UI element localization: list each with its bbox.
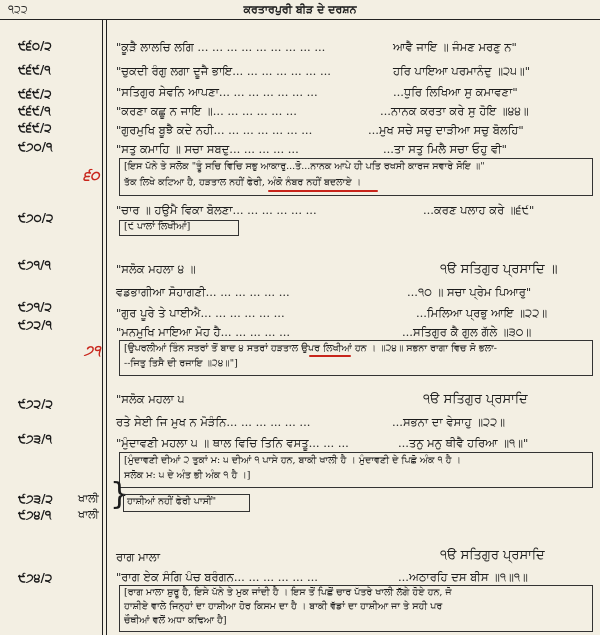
verse-line: "ਕਰਣਾ ਕਛੂ ਨ ਜਾਇ ॥... ... ... ... ... ... xyxy=(116,104,297,118)
handwritten-underline xyxy=(268,190,378,192)
verse-line: "ਮੁੰਦਾਵਣੀ ਮਹਲਾ ੫ ॥ ਥਾਲ ਵਿਚਿ ਤਿਨਿ ਵਸਤੂ... ... ... xyxy=(116,436,349,450)
ref-label: ੯੭੨/੧ xyxy=(18,318,52,332)
editorial-note: [੯ ਪਾਲਾਂ ਲਿਖੀਆਂ] xyxy=(124,221,191,232)
handwritten-underline xyxy=(309,355,351,357)
ref-label: ੯੭੧/੧ xyxy=(18,258,52,272)
brace-glyph: } xyxy=(110,477,130,512)
ref-label: ੯੬੯/੧ xyxy=(18,63,51,77)
handwritten-annotation: ੭੧ xyxy=(84,343,101,359)
verse-line-end: ...ਸਤਿਗੁਰ ਕੈ ਗੁਲ ਗੱਲੇ ॥੩੦॥ xyxy=(402,325,532,339)
ref-label: ੯੭੩/੨ xyxy=(18,492,53,506)
verse-line-end: ...ਅਠਾਰਹਿ ਦਸ ਬੀਸ ॥੧॥੧॥ xyxy=(398,570,528,584)
editorial-note: [ਉਪਰਲੀਆਂ ਤਿੰਨ ਸਤਰਾਂ ਤੋਂ ਬਾਦ ੪ ਸਤਰਾਂ ਹੜਤਾਲ ਉਪਰ ਲਿਖੀਆਂ ਹਨ । ॥੨੪॥ ਸਭਨਾ ਰਾਗਾ ਵਿਚ ਸੋ ਭਲਾ- xyxy=(124,343,497,354)
editorial-note: [ਇਸ ਪੱਨੇ ਤੇ ਸਲੋਕ "ਤੂੰ ਸਚਿ ਵਿਚਿ ਸਭੁ ਆਕਾਰੁ...ਤੋ...ਨਾਨਕ ਆਪੇ ਹੀ ਪਤਿ ਰਖਸੀ ਕਾਰਜ ਸਵਾਰੇ ਸੋਇ ॥" xyxy=(124,161,485,172)
section-heading: "ਸਲੋਕ ਮਹਲਾ ੪ ॥ xyxy=(116,262,196,276)
ref-label: ੯੬੯/੨ xyxy=(18,87,52,101)
editorial-note: --ਜਿਤੁ ਤਿਸੈ ਦੀ ਰਜਾਇ ॥੨੪॥"] xyxy=(124,358,238,369)
editorial-note: [ਮੁੰਦਾਵਣੀ ਦੀਆਂ ੨ ਤੁਕਾਂ ਮ: ੫ ਦੀਆਂ ੧ ਪਾਸੇ ਹਨ, ਬਾਕੀ ਖਾਲੀ ਹੈ । ਮੁੰਦਾਵਣੀ ਦੇ ਪਿਛੋ ਅੰਕ ੧ ਹੈ । xyxy=(124,455,461,466)
section-invocation: ੧ੳ ਸਤਿਗੁਰ ਪ੍ਰਸਾਦਿ ॥ xyxy=(440,262,558,277)
verse-line-end: ਆਵੈ ਜਾਇ ॥ ਜੰਮਣ ਮਰਣੁ ਨ" xyxy=(393,40,517,54)
verse-line-end: ...ਤਨੁ ਮਨੁ ਥੀਵੈ ਹਰਿਆ ॥੧॥" xyxy=(398,436,529,450)
verse-line: "ਗੁਰ ਪੂਰੇ ਤੇ ਪਾਈਐ... ... ... ... ... ... xyxy=(116,306,285,320)
ref-label: ੯੭੦/੧ xyxy=(18,140,53,154)
editorial-note: ਸਲੋਕ ਮ: ੫ ਦੇ ਅੰਤ ਭੀ ਅੰਕ ੧ ਹੈ ।] xyxy=(124,470,251,481)
page-header-title: ਕਰਤਾਰਪੁਰੀ ਬੀੜ ਦੇ ਦਰਸ਼ਨ xyxy=(243,3,357,16)
header-rule xyxy=(0,19,600,20)
ref-label: ੯੬੦/੨ xyxy=(18,39,52,53)
margin-rule-right xyxy=(106,20,107,635)
ref-label: ੯੭੪/੧ xyxy=(18,508,52,522)
ref-label: ੯੭੧/੨ xyxy=(18,300,52,314)
ref-label: ੯੭੦/੨ xyxy=(18,211,54,225)
verse-line: "ਚਾਰ ॥ ਹਉਮੈ ਵਿਕਾ ਬੋਲਣਾ... ... ... ... ... ... xyxy=(116,203,317,217)
verse-line: ਰਤੇ ਸੇਈ ਜਿ ਮੁਖ ਨ ਮੋੜੰਨਿ... ... ... ... ... ... xyxy=(116,415,311,429)
verse-line-end: ...ਸਭਨਾ ਦਾ ਵੇਸਾਹੁ ॥੨੨॥ xyxy=(392,415,506,429)
verse-line-end: ...ਮੁਖ ਸਚੇ ਸਚੁ ਦਾੜੀਆ ਸਚੁ ਬੋਲਹਿ" xyxy=(368,123,524,137)
verse-line: "ਚੁਕਦੀ ਰੰਗੁ ਲਗਾ ਦੂਜੈ ਭਾਇ... ... ... ... ... ... ... xyxy=(116,64,331,78)
verse-line-end: ...ਤਾ ਸਤੁ ਮਿਲੈ ਸਚਾ ਓਹੁ ਵੀ" xyxy=(383,142,507,156)
blank-leaf-label: ਖਾਲੀ xyxy=(78,508,99,521)
editorial-note: [ਰਾਗ ਮਾਲਾ ਸ਼ੁਰੂ ਹੈ, ਇਸੇ ਪੱਨੇ ਤੇ ਮੁਕ ਜਾਂਦੀ ਹੈ । ਇਸ ਤੋਂ ਪਿਛੋਂ ਚਾਰ ਪੱਤਰੇ ਖਾਲੀ ਲੱਗੇ ਹੋਏ ਹਨ, ਜੋ xyxy=(124,587,452,598)
ref-label: ੯੬੯/੧ xyxy=(18,104,51,118)
ref-label: ੯੭੨/੨ xyxy=(18,397,53,411)
verse-line: "ਗੁਰਮੁਖਿ ਬੂਝੈ ਕਦੇ ਨਹੀ... ... ... ... ... ... ... xyxy=(116,123,313,137)
ref-label: ੯੭੪/੨ xyxy=(18,571,53,585)
verse-line: "ਰਾਗ ਏਕ ਸੰਗਿ ਪੰਚ ਬਰੰਗਨ... ... ... ... ... ... xyxy=(116,570,318,584)
blank-leaf-note: ਹਾਸ਼ੀਆਂ ਨਹੀਂ ਫੇਰੀ ਪਾਸੀਂ" xyxy=(127,496,217,507)
editorial-note: ਤੱਕ ਲਿਖੇ ਕਟਿਆ ਹੈ, ਹੜਤਾਲ ਨਹੀਂ ਫੇਰੀ, ਅੰਕੋ ਨੰਬਰ ਨਹੀਂ ਬਦਲਾਏ । xyxy=(124,177,362,188)
blank-leaf-label: ਖਾਲੀ xyxy=(78,492,99,505)
ref-label: ੯੬੯/੨ xyxy=(18,121,52,135)
verse-line-end: ...ਕਰਣ ਪਲਾਹ ਕਰੇ ॥੬੯" xyxy=(423,203,535,217)
margin-rule-left xyxy=(102,20,103,635)
section-invocation: ੧ੳ ਸਤਿਗੁਰ ਪ੍ਰਸਾਦਿ xyxy=(440,548,545,563)
verse-line-end: ...ਮਿਲਿਆ ਪ੍ਰਭੁ ਆਇ ॥੨੨॥ xyxy=(416,306,548,320)
section-heading: "ਸਲੋਕ ਮਹਲਾ ੫ xyxy=(116,392,185,406)
page-number: ੧੨੨ xyxy=(8,3,28,16)
verse-line-end: ...੧੦ ॥ ਸਚਾ ਪ੍ਰੇਮ ਪਿਆਰੁ" xyxy=(407,285,532,299)
verse-line: "ਸਤਿਗੁਰ ਸੇਵਨਿ ਆਪਣਾ... ... ... ... ... ... ... xyxy=(116,85,318,99)
verse-line-end: ...ਨਾਨਕ ਕਰਤਾ ਕਰੇ ਸੁ ਹੋਇ ॥੪੪॥ xyxy=(380,104,529,118)
verse-line: ਵਡਭਾਗੀਆ ਸੋਹਾਗਣੀ... ... ... ... ... ... xyxy=(116,285,290,299)
section-invocation: ੧ੳ ਸਤਿਗੁਰ ਪ੍ਰਸਾਦਿ xyxy=(423,392,528,407)
verse-line-end: ਹਰਿ ਪਾਇਆ ਪਰਮਾਨੰਦੁ ॥੨੫॥" xyxy=(393,64,530,78)
verse-line-end: ...ਧੁਰਿ ਲਿਖਿਆ ਸੁ ਕਮਾਵਣਾ" xyxy=(393,85,518,99)
editorial-note: ਹਾਸ਼ੀਏ ਵਾਲੇ ਜਿਨ੍ਹਾਂ ਦਾ ਹਾਸ਼ੀਆ ਹੋਰ ਕਿਸਮ ਦਾ ਹੈ । ਬਾਕੀ ਵੱਡਾਂ ਦਾ ਹਾਸ਼ੀਆ ਜਾ ਤੇ ਸਹੀ ਪਰ xyxy=(124,601,443,612)
section-heading: ਰਾਗ ਮਾਲਾ xyxy=(116,550,160,564)
handwritten-annotation: ੬੦ xyxy=(83,168,100,184)
verse-line: "ਮਨਮੁਖਿ ਮਾਇਆ ਮੋਹ ਹੈ... ... ... ... ... xyxy=(116,325,291,339)
verse-line: "ਸਤੁ ਕਮਾਹਿ ॥ ਸਚਾ ਸਬਦੁ... ... ... ... ... xyxy=(116,142,299,156)
editorial-note: ਚੌਥੀਆਂ ਵਲੋਂ ਅਧਾ ਕਢਿਆ ਹੈ] xyxy=(124,615,227,626)
verse-line: "ਕੂੜੈ ਲਾਲਚਿ ਲਗਿ ... ... ... ... ... ... ... ... ... xyxy=(116,40,326,54)
ref-label: ੯੭੩/੧ xyxy=(18,432,52,446)
